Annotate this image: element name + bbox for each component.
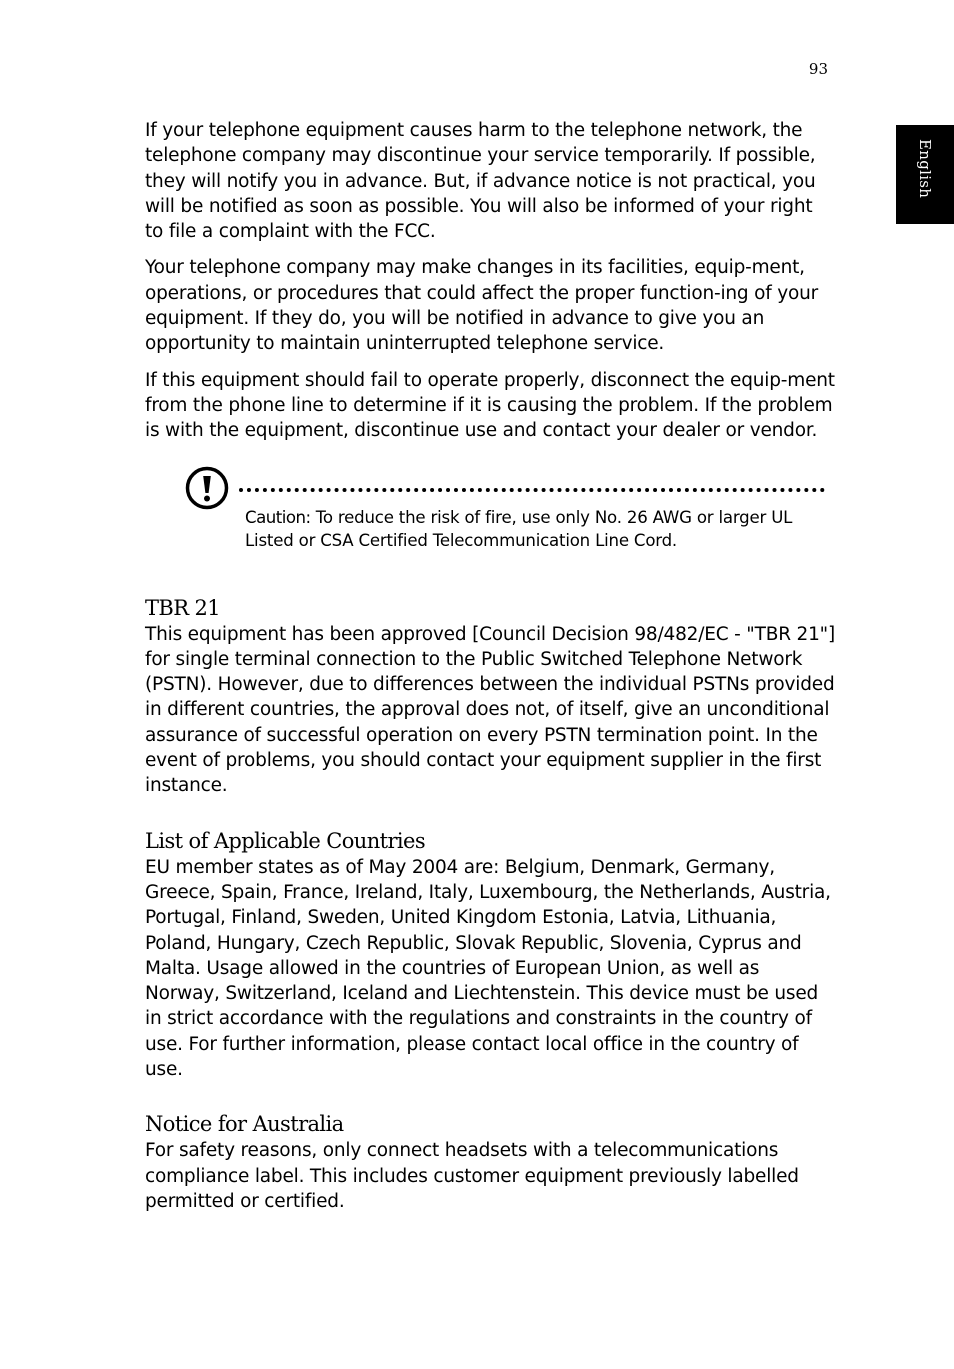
paragraph-equipment-failure: If this equipment should fail to operate properly, disconnect the equip-ment from the phone line to determine if it is causing the problem. If the problem is with the equipment, discontinue use and contact your dealer or vendor. — [145, 369, 835, 442]
section-applicable-countries — [145, 827, 835, 1083]
section-body-tbr21: This equipment has been approved [Council Decision 98/482/EC - "TBR 21"] for single terminal connection to the Public Switched Telephone Network (PSTN). However, due to differences between the individual PSTNs provided in different countries, the approval does not, of itself, give an unconditional assurance of successful operation on every PSTN termination point. In the event of problems, you should contact your equipment supplier in the first instance. — [145, 623, 836, 797]
language-tab — [896, 125, 954, 224]
paragraph-telephone-harm: If your telephone equipment causes harm to the telephone network, the telephone company may discontinue your service temporarily. If possible, they will notify you in advance. But, if advance notice is not practical, you will be notified as soon as possible. You will also be informed of your right to file a complaint with the FCC. — [145, 120, 816, 243]
caution-message: To reduce the risk of fire, use only No. 26 AWG or larger UL Listed or CSA Certified Telecommunication Line Cord. — [245, 507, 793, 550]
caution-exclamation-icon — [185, 466, 229, 510]
page-number: 93 — [808, 60, 828, 78]
caution-note — [145, 466, 835, 558]
section-body-notice-australia: For safety reasons, only connect headsets with a telecommunications compliance label. This includes customer equipment previously labelled permitted or certified. — [145, 1140, 799, 1212]
language-tab-label: English — [916, 139, 934, 199]
section-tbr21 — [145, 594, 835, 799]
caution-text — [245, 506, 825, 552]
caution-label: Caution: — [245, 507, 311, 527]
section-notice-australia — [145, 1110, 835, 1214]
page-content — [145, 118, 835, 1214]
section-title-tbr21: TBR 21 — [145, 595, 221, 620]
caution-dotted-rule — [239, 488, 825, 492]
section-title-applicable-countries: List of Applicable Countries — [145, 828, 426, 853]
paragraph-company-changes: Your telephone company may make changes in its facilities, equip-ment, operations, or procedures that could affect the proper function-ing of your equipment. If they do, you will be notified in advance to give you an opportunity to maintain uninterrupted telephone service. — [145, 257, 819, 355]
section-body-applicable-countries: EU member states as of May 2004 are: Belgium, Denmark, Germany, Greece, Spain, France, Ireland, Italy, Luxembourg, the Netherlands, Austria, Portugal, Finland, Sweden, United Kingdom Estonia, Latvia, Lithuania, Poland, Hungary, Czech Republic, Slovak Republic, Slovenia, Cyprus and Malta. Usage allowed in the countries of European Union, as well as Norway, Switzerland, Iceland and Liechtenstein. This device must be used in strict accordance with the regulations and constraints in the country of use. For further information, please contact local office in the country of use. — [145, 856, 831, 1081]
section-title-notice-australia: Notice for Australia — [145, 1112, 344, 1137]
